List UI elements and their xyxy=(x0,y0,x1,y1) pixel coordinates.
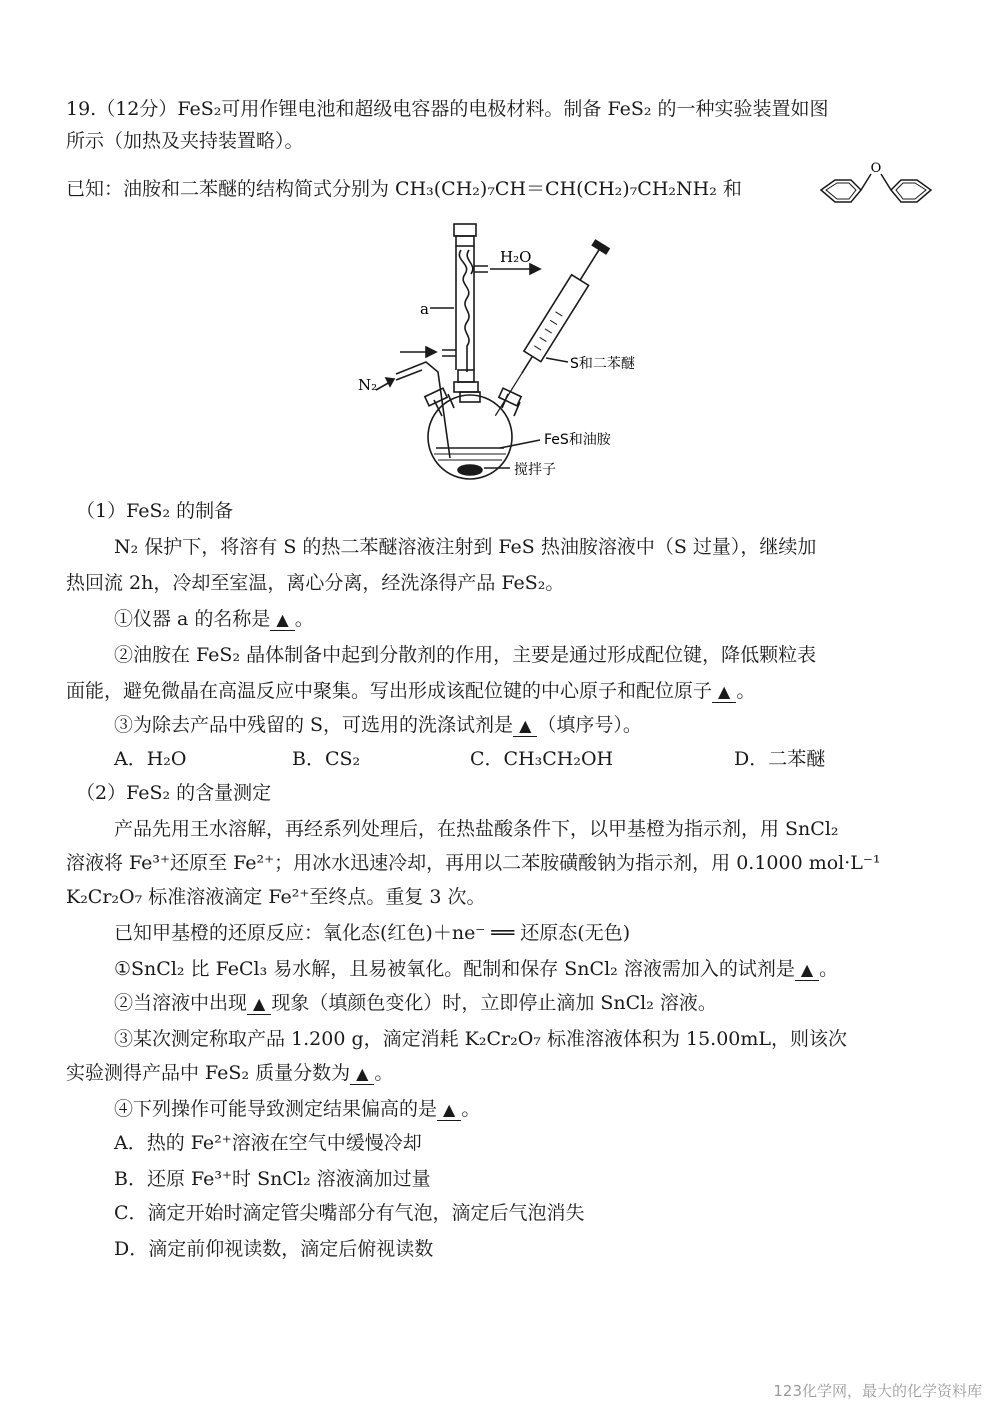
part1-para-2: 热回流 2h，冷却至室温，离心分离，经洗涤得产品 FeS₂。 xyxy=(66,572,565,594)
part2-q4-end: 。 xyxy=(461,1098,481,1120)
part2-q3-line-1: ③某次测定称取产品 1.200 g，滴定消耗 K₂Cr₂O₇ 标准溶液体积为 15.00mL，则该次 xyxy=(114,1028,848,1050)
part1-title: （1）FeS₂ 的制备 xyxy=(76,500,234,522)
oxygen-label: O xyxy=(870,161,882,176)
part1-q1-end: 。 xyxy=(294,608,314,630)
part2-q3-line-2 xyxy=(66,1060,393,1086)
instrument-a-label: a xyxy=(420,300,429,318)
answer-blank[interactable]: ▲ xyxy=(350,1064,374,1085)
part2-para-3: K₂Cr₂O₇ 标准溶液滴定 Fe²⁺至终点。重复 3 次。 xyxy=(66,886,486,908)
question-line-1: 19.（12分）FeS₂可用作锂电池和超级电容器的电极材料。制备 FeS₂ 的一种实验装置如图 xyxy=(66,98,829,120)
part1-q3-end: （填序号）。 xyxy=(537,714,642,736)
syringe-label: S和二苯醚 xyxy=(570,356,635,372)
part1-q2-text: 面能，避免微晶在高温反应中聚集。写出形成该配位键的中心原子和配位原子 xyxy=(66,680,713,702)
part1-option-a: A．H₂O xyxy=(114,748,187,770)
part1-option-c: C．CH₃CH₂OH xyxy=(470,748,614,770)
part2-q1-end: 。 xyxy=(819,958,839,980)
part2-q2-end: 现象（填颜色变化）时，立即停止滴加 SnCl₂ 溶液。 xyxy=(271,992,717,1014)
part2-option-a: A．热的 Fe²⁺溶液在空气中缓慢冷却 xyxy=(114,1132,422,1154)
answer-blank[interactable]: ▲ xyxy=(712,682,736,703)
part2-option-b: B．还原 Fe³⁺时 SnCl₂ 溶液滴加过量 xyxy=(114,1168,431,1190)
part2-q2-text: ②当溶液中出现 xyxy=(114,992,248,1014)
answer-blank[interactable]: ▲ xyxy=(247,994,271,1015)
part2-para-2: 溶液将 Fe³⁺还原至 Fe²⁺；用冰水迅速冷却，再用以二苯胺磺酸钠为指示剂，用 0.1000 mol·L⁻¹ xyxy=(66,852,881,874)
part1-q1 xyxy=(114,606,314,632)
part1-option-b: B．CS₂ xyxy=(292,748,361,770)
apparatus-diagram xyxy=(350,222,660,482)
diphenyl-ether-structure xyxy=(815,158,940,214)
part2-q3-end: 。 xyxy=(374,1062,394,1084)
part1-q3-text: ③为除去产品中残留的 S，可选用的洗涤试剂是 xyxy=(114,714,514,736)
n2-label: N₂ xyxy=(358,376,378,394)
part2-q4 xyxy=(114,1096,480,1122)
answer-blank[interactable]: ▲ xyxy=(513,716,537,737)
answer-blank[interactable]: ▲ xyxy=(795,960,819,981)
answer-blank[interactable]: ▲ xyxy=(437,1100,461,1121)
part2-q4-text: ④下列操作可能导致测定结果偏高的是 xyxy=(114,1098,438,1120)
part1-q3 xyxy=(114,712,642,738)
known-structures-line: 已知：油胺和二苯醚的结构简式分别为 CH₃(CH₂)₇CH＝CH(CH₂)₇CH₂NH₂ 和 xyxy=(66,178,742,200)
part2-q3-text: 实验测得产品中 FeS₂ 质量分数为 xyxy=(66,1062,351,1084)
part2-q1-text: ①SnCl₂ 比 FeCl₃ 易水解，且易被氧化。配制和保存 SnCl₂ 溶液需加入的试剂是 xyxy=(114,958,795,980)
part1-q1-text: ①仪器 a 的名称是 xyxy=(114,608,271,630)
stirrer-label: 搅拌子 xyxy=(514,462,556,478)
part2-option-c: C．滴定开始时滴定管尖嘴部分有气泡，滴定后气泡消失 xyxy=(114,1202,585,1224)
part2-option-d: D．滴定前仰视读数，滴定后俯视读数 xyxy=(114,1238,434,1260)
fes-label: FeS和油胺 xyxy=(544,432,611,448)
part1-q2-line-1: ②油胺在 FeS₂ 晶体制备中起到分散剂的作用，主要是通过形成配位键，降低颗粒表 xyxy=(114,644,817,666)
part1-q2-line-2 xyxy=(66,678,755,704)
part2-para-1: 产品先用王水溶解，再经系列处理后，在热盐酸条件下，以甲基橙为指示剂，用 SnCl₂ xyxy=(114,818,839,840)
watermark: 123化学网，最大的化学资料库 xyxy=(773,1382,982,1400)
part1-option-d: D．二苯醚 xyxy=(734,748,826,770)
part2-known: 已知甲基橙的还原反应：氧化态(红色)＋ne⁻ ══ 还原态(无色) xyxy=(114,922,631,944)
part2-title: （2）FeS₂ 的含量测定 xyxy=(76,782,272,804)
part1-q2-end: 。 xyxy=(736,680,756,702)
part1-para-1: N₂ 保护下，将溶有 S 的热二苯醚溶液注射到 FeS 热油胺溶液中（S 过量），继续加 xyxy=(114,536,817,558)
h2o-label: H₂O xyxy=(500,248,532,266)
question-line-2: 所示（加热及夹持装置略）。 xyxy=(66,130,304,152)
answer-blank[interactable]: ▲ xyxy=(270,610,294,631)
part2-q2 xyxy=(114,990,717,1016)
part2-q1 xyxy=(114,956,838,982)
